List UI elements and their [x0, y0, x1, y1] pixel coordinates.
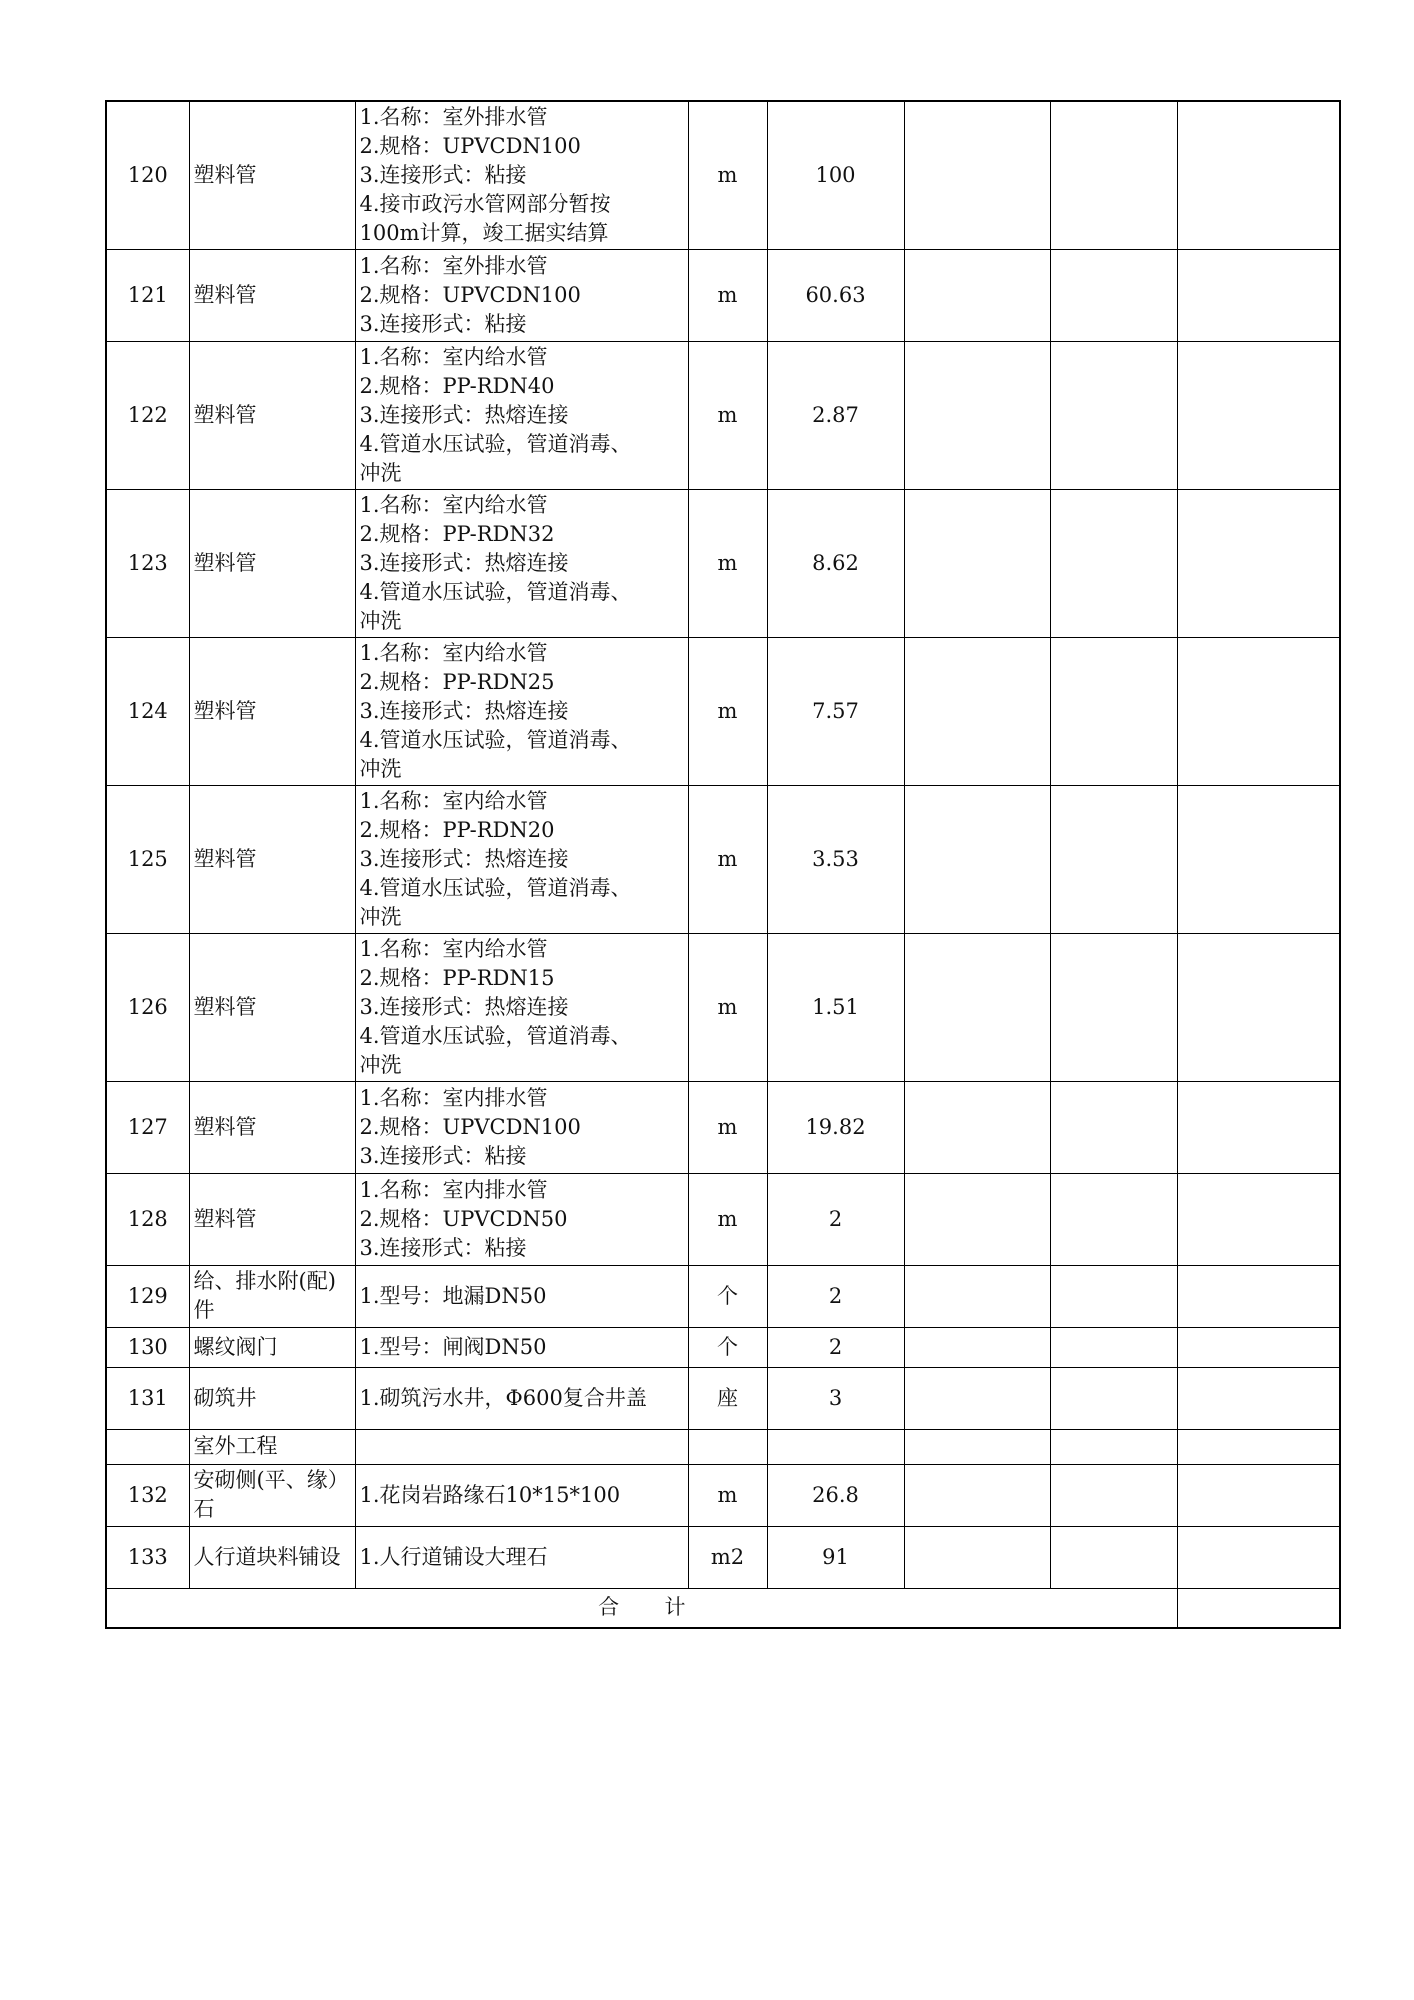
item-name: 塑料管 [189, 249, 355, 341]
item-quantity: 26.8 [767, 1464, 904, 1526]
total-label-char-2: 计 [664, 1595, 686, 1620]
item-unit: m [688, 637, 767, 785]
unit-price-cell [904, 1429, 1050, 1464]
item-name: 塑料管 [189, 1081, 355, 1173]
item-quantity: 3 [767, 1367, 904, 1429]
table-row [106, 1367, 1340, 1429]
total-amount-cell [1177, 1588, 1340, 1628]
item-unit: m [688, 101, 767, 249]
amount-cell [1050, 1327, 1177, 1367]
description-line: 2.规格：UPVCDN100 [359, 1114, 581, 1139]
item-number: 129 [106, 1265, 189, 1327]
remark-cell [1177, 1464, 1340, 1526]
description-line: 冲洗 [359, 608, 402, 633]
item-name: 给、排水附(配)件 [189, 1265, 355, 1327]
item-number: 128 [106, 1173, 189, 1265]
table-body [106, 101, 1340, 1588]
description-line: 3.连接形式：热熔连接 [359, 550, 569, 575]
amount-cell [1050, 637, 1177, 785]
item-description [355, 1367, 688, 1429]
item-description [355, 1173, 688, 1265]
item-number: 126 [106, 933, 189, 1081]
description-line: 1.名称：室内给水管 [359, 788, 548, 813]
item-unit: m2 [688, 1526, 767, 1588]
description-line: 4.管道水压试验，管道消毒、 [359, 1023, 632, 1048]
item-number: 130 [106, 1327, 189, 1367]
item-name: 砌筑井 [189, 1367, 355, 1429]
remark-cell [1177, 1327, 1340, 1367]
item-quantity: 1.51 [767, 933, 904, 1081]
amount-cell [1050, 1464, 1177, 1526]
item-number: 124 [106, 637, 189, 785]
unit-price-cell [904, 785, 1050, 933]
amount-cell [1050, 249, 1177, 341]
item-number: 122 [106, 341, 189, 489]
table-row [106, 101, 1340, 249]
description-line: 冲洗 [359, 904, 402, 929]
description-line: 3.连接形式：粘接 [359, 1235, 527, 1260]
description-line: 4.接市政污水管网部分暂按 [359, 191, 611, 216]
amount-cell [1050, 1173, 1177, 1265]
description-line: 1.名称：室内给水管 [359, 640, 548, 665]
unit-price-cell [904, 637, 1050, 785]
item-quantity: 7.57 [767, 637, 904, 785]
item-unit: m [688, 249, 767, 341]
description-line: 1.型号：地漏DN50 [359, 1283, 547, 1308]
item-name: 塑料管 [189, 489, 355, 637]
description-line: 4.管道水压试验，管道消毒、 [359, 875, 632, 900]
remark-cell [1177, 1265, 1340, 1327]
item-name: 人行道块料铺设 [189, 1526, 355, 1588]
description-line: 2.规格：UPVCDN100 [359, 282, 581, 307]
item-name: 塑料管 [189, 101, 355, 249]
table-row [106, 1429, 1340, 1464]
unit-price-cell [904, 1464, 1050, 1526]
item-unit [688, 1429, 767, 1464]
item-description [355, 1429, 688, 1464]
description-line: 1.名称：室内给水管 [359, 344, 548, 369]
description-line: 3.连接形式：热熔连接 [359, 994, 569, 1019]
unit-price-cell [904, 1173, 1050, 1265]
amount-cell [1050, 1367, 1177, 1429]
item-description [355, 785, 688, 933]
total-label-char-1: 合 [598, 1595, 620, 1620]
total-row [106, 1588, 1340, 1628]
table-row [106, 341, 1340, 489]
table-row [106, 249, 1340, 341]
description-line: 1.型号：闸阀DN50 [359, 1334, 547, 1359]
amount-cell [1050, 1526, 1177, 1588]
description-line: 冲洗 [359, 756, 402, 781]
item-quantity: 2 [767, 1265, 904, 1327]
item-description [355, 101, 688, 249]
item-name: 塑料管 [189, 785, 355, 933]
item-name: 塑料管 [189, 341, 355, 489]
description-line: 2.规格：UPVCDN50 [359, 1206, 568, 1231]
item-unit: m [688, 933, 767, 1081]
item-number: 125 [106, 785, 189, 933]
description-line: 1.名称：室外排水管 [359, 253, 548, 278]
item-description [355, 933, 688, 1081]
bill-of-quantities-table [105, 100, 1341, 1629]
description-line: 2.规格：PP-RDN15 [359, 965, 555, 990]
unit-price-cell [904, 489, 1050, 637]
item-description [355, 1464, 688, 1526]
item-number: 133 [106, 1526, 189, 1588]
description-line: 4.管道水压试验，管道消毒、 [359, 431, 632, 456]
item-number: 123 [106, 489, 189, 637]
table-row [106, 489, 1340, 637]
item-description [355, 1265, 688, 1327]
amount-cell [1050, 101, 1177, 249]
description-line: 3.连接形式：粘接 [359, 162, 527, 187]
item-quantity: 19.82 [767, 1081, 904, 1173]
table-row [106, 1464, 1340, 1526]
item-number: 120 [106, 101, 189, 249]
item-number [106, 1429, 189, 1464]
remark-cell [1177, 341, 1340, 489]
remark-cell [1177, 637, 1340, 785]
table-row [106, 1327, 1340, 1367]
description-line: 2.规格：PP-RDN20 [359, 817, 555, 842]
amount-cell [1050, 1265, 1177, 1327]
table-row [106, 1081, 1340, 1173]
item-quantity: 100 [767, 101, 904, 249]
item-quantity: 8.62 [767, 489, 904, 637]
description-line: 4.管道水压试验，管道消毒、 [359, 727, 632, 752]
item-unit: m [688, 1464, 767, 1526]
unit-price-cell [904, 249, 1050, 341]
amount-cell [1050, 933, 1177, 1081]
item-unit: 个 [688, 1327, 767, 1367]
description-line: 2.规格：PP-RDN25 [359, 669, 555, 694]
remark-cell [1177, 1429, 1340, 1464]
item-unit: m [688, 1173, 767, 1265]
description-line: 4.管道水压试验，管道消毒、 [359, 579, 632, 604]
item-name: 塑料管 [189, 933, 355, 1081]
item-quantity: 2 [767, 1327, 904, 1367]
description-line: 1.砌筑污水井，Φ600复合井盖 [359, 1385, 647, 1410]
remark-cell [1177, 1526, 1340, 1588]
remark-cell [1177, 1173, 1340, 1265]
description-line: 3.连接形式：热熔连接 [359, 846, 569, 871]
table-row [106, 1526, 1340, 1588]
description-line: 2.规格：UPVCDN100 [359, 133, 581, 158]
table-row [106, 637, 1340, 785]
remark-cell [1177, 489, 1340, 637]
unit-price-cell [904, 1265, 1050, 1327]
description-line: 1.名称：室内给水管 [359, 936, 548, 961]
item-quantity: 2 [767, 1173, 904, 1265]
item-number: 127 [106, 1081, 189, 1173]
item-unit: m [688, 341, 767, 489]
description-line: 3.连接形式：粘接 [359, 1143, 527, 1168]
item-unit: m [688, 489, 767, 637]
remark-cell [1177, 101, 1340, 249]
amount-cell [1050, 1429, 1177, 1464]
item-description [355, 489, 688, 637]
table-row [106, 1265, 1340, 1327]
description-line: 1.名称：室内排水管 [359, 1085, 548, 1110]
remark-cell [1177, 1081, 1340, 1173]
item-unit: m [688, 785, 767, 933]
description-line: 2.规格：PP-RDN40 [359, 373, 555, 398]
item-quantity [767, 1429, 904, 1464]
table-row [106, 1173, 1340, 1265]
unit-price-cell [904, 1367, 1050, 1429]
unit-price-cell [904, 1526, 1050, 1588]
remark-cell [1177, 249, 1340, 341]
item-description [355, 1327, 688, 1367]
description-line: 冲洗 [359, 1052, 402, 1077]
description-line: 1.花岗岩路缘石10*15*100 [359, 1482, 621, 1507]
item-name: 螺纹阀门 [189, 1327, 355, 1367]
item-quantity: 60.63 [767, 249, 904, 341]
item-unit: 个 [688, 1265, 767, 1327]
item-name: 安砌侧(平、缘）石 [189, 1464, 355, 1526]
item-name: 室外工程 [189, 1429, 355, 1464]
item-quantity: 2.87 [767, 341, 904, 489]
item-quantity: 91 [767, 1526, 904, 1588]
item-description [355, 1081, 688, 1173]
amount-cell [1050, 1081, 1177, 1173]
description-line: 3.连接形式：热熔连接 [359, 402, 569, 427]
remark-cell [1177, 933, 1340, 1081]
item-name: 塑料管 [189, 637, 355, 785]
description-line: 1.名称：室内给水管 [359, 492, 548, 517]
amount-cell [1050, 785, 1177, 933]
unit-price-cell [904, 1327, 1050, 1367]
item-description [355, 341, 688, 489]
item-description [355, 637, 688, 785]
item-number: 131 [106, 1367, 189, 1429]
item-name: 塑料管 [189, 1173, 355, 1265]
item-unit: 座 [688, 1367, 767, 1429]
item-quantity: 3.53 [767, 785, 904, 933]
description-line: 100m计算，竣工据实结算 [359, 220, 609, 245]
table-row [106, 785, 1340, 933]
amount-cell [1050, 489, 1177, 637]
total-label [106, 1588, 1177, 1628]
unit-price-cell [904, 1081, 1050, 1173]
item-number: 132 [106, 1464, 189, 1526]
description-line: 1.名称：室外排水管 [359, 104, 548, 129]
unit-price-cell [904, 341, 1050, 489]
amount-cell [1050, 341, 1177, 489]
item-description [355, 1526, 688, 1588]
description-line: 1.名称：室内排水管 [359, 1177, 548, 1202]
item-unit: m [688, 1081, 767, 1173]
description-line: 3.连接形式：粘接 [359, 311, 527, 336]
item-description [355, 249, 688, 341]
description-line: 3.连接形式：热熔连接 [359, 698, 569, 723]
unit-price-cell [904, 101, 1050, 249]
table-row [106, 933, 1340, 1081]
remark-cell [1177, 1367, 1340, 1429]
description-line: 冲洗 [359, 460, 402, 485]
description-line: 1.人行道铺设大理石 [359, 1544, 548, 1569]
description-line: 2.规格：PP-RDN32 [359, 521, 555, 546]
unit-price-cell [904, 933, 1050, 1081]
remark-cell [1177, 785, 1340, 933]
item-number: 121 [106, 249, 189, 341]
